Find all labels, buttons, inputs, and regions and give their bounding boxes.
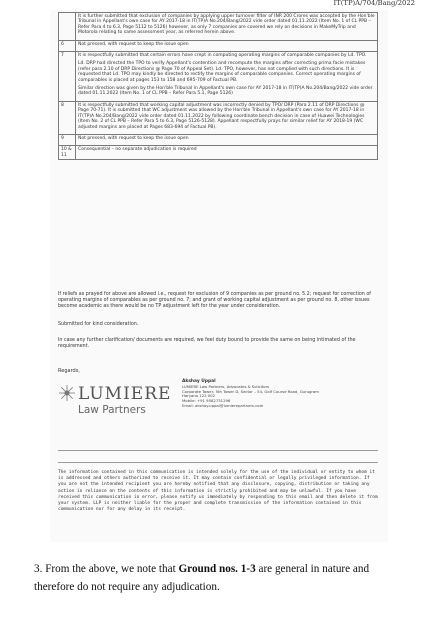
submission-paragraph: It is further submitted that exclusion of companies by applying upper turnover filter of INR 200 Crores was accepted by the Hon'ble Tribunal in Appellant's own case for AY 2017-18 in IT(TP)A No.204/Bang/2022 vide order dated 01.11.2022 (Item No. 1 of CL PPB – Refer Para 4 to 6.3, Page 5112 to 5126) however, as only 7 companies are covered we rely on decisions in MakeMyTrip and Motorola relating to same assessment year, as referred herein above.: [78, 14, 375, 36]
submission-paragraph: It is respectfully submitted that working capital adjustment was incorrectly denied by TPO/ DRP (Para 2.11 of DRP Directions @ Page 70-71). It is submitted that WC adjustment was allowed by the Hon'ble Tribunal in Appellant's own case for AY 2017-18 in IT(TP)A No.204/Bang/2022 vide order dated 01.11.2022 by following coordinate bench decision in case of Huawei Technologies (Item No. 2 of CL PPB – Refer Para 5 to 6.3, Page 5126-5128). Appellant respectfully prays for similar relief for AY 2018-19 (WC adjusted margins are placed at Pages 683-694 of Factual PB).: [78, 102, 365, 130]
divider: [58, 450, 378, 451]
page-header: IT(TP)A/704/Bang/2022: [333, 0, 415, 7]
submission-paragraph: It is respectfully submitted that certain errors have crept in computing operating margins of comparable companies by Ld. TPO.: [78, 53, 367, 59]
ground-number: 7: [59, 52, 76, 102]
ground-submission: [76, 134, 378, 145]
submission-paragraph: Similar direction was given by the Hon'ble Tribunal in Appellant's own case for AY 2017-18 in IT(TP)A No.204/Bang/2022 vide order dated 01.11.2022 (Item No. 1 of CL PPB – Refer Para 5.1, Page 5126): [78, 86, 373, 97]
logo-wordmark: LUMIERE: [78, 384, 172, 404]
para3-suffix: are general in nature and therefore do not require any adjudication.: [34, 563, 370, 593]
signatory-name: Akshay Uppal: [182, 379, 216, 384]
ground-submission: [76, 52, 378, 102]
submission-paragraph: Not pressed, with request to keep the issue open: [78, 135, 189, 141]
ground-submission: [76, 13, 378, 41]
ground-row: [59, 134, 378, 145]
ground-submission: [76, 146, 378, 160]
grounds-table: [58, 12, 378, 160]
divider: [58, 462, 378, 463]
submission-paragraph: Not pressed, with request to keep the issue open: [78, 41, 189, 47]
grounds-table-body: [59, 13, 378, 160]
submission-line: Submitted for kind consideration.: [58, 322, 139, 327]
signatory-firm: LUMIERE Law Partners, Advocates & Solicitors: [182, 383, 270, 389]
clarification-paragraph: In case any further clarification/ documents are required, we feel duty bound to provide the same on being intimated of the requirement.: [58, 338, 356, 349]
signatory-mobile: Mobile: +91 9582731296: [182, 398, 231, 404]
ground-number: 8: [59, 101, 76, 134]
signatory-email[interactable]: Email: akshay.uppal@lumierepartners.com: [182, 402, 264, 408]
ground-row: [59, 40, 378, 51]
signature-block: [182, 380, 382, 409]
body-paragraph-3: [34, 560, 394, 596]
signatory-address-line: Corporate Tower, 5th Tower D, Sector – 54, Golf Course Road, Gurugram: [182, 388, 320, 394]
ground-number: 10 & 11: [59, 146, 76, 160]
ground-row: [59, 13, 378, 41]
regards-line: Regards,: [58, 368, 80, 374]
submission-paragraph: Consequential – no separate adjudication is required: [78, 147, 197, 153]
signatory-address-line: Haryana 122 002: [182, 393, 215, 399]
ground-row: [59, 146, 378, 160]
ground-row: [59, 52, 378, 102]
law-firm-logo: [58, 384, 176, 422]
para3-bold-grounds: Ground nos. 1-3: [178, 563, 256, 575]
email-disclaimer: The information contained in this communication is intended solely for the use of the individual or entity to whom it is addressed and others authorized to receive it. It may contain confidential or legally privileged information. If you are not the intended recipient you are hereby notified that any disclosure, copying, distribution or taking any action in reliance on the contents of this information is strictly prohibited and may be unlawful. If you have received this communication in error, please notify us immediately by responding to this email and then delete it from your system. LLP is neither liable for the proper and complete transmission of the information contained in this communication nor for any delay in its receipt.: [58, 470, 378, 513]
ground-number: 6: [59, 40, 76, 51]
ground-number: 9: [59, 134, 76, 145]
relief-paragraph: If reliefs as prayed for above are allowed i.e., request for exclusion of 9 companies as per ground no. 5.2; request for correction of operating margins of comparables as per ground no. 7; and grant of working capital adjustment as per ground no. 8, other issues become academic as there would be no TP adjustment left for the year under consideration.: [58, 292, 371, 309]
logo-subtitle: Law Partners: [78, 404, 146, 416]
ground-number: [59, 13, 76, 41]
submission-paragraph: Ld. DRP had directed the TPO to verify Appellant's contention and recompute the margins after correcting prima facie mistakes (refer para 2.10 of DRP Directions @ Page 70 of Appeal Set). Ld. TPO, however, has not complied with such directions. It is requested that Ld. TPO may kindly be directed to rectify the margins of comparable companies. Correct operating margins of comparables is placed at pages 153 to 158 and 695-709 of Factual PB.: [78, 61, 366, 83]
ground-submission: [76, 101, 378, 134]
para3-prefix: 3. From the above, we note that: [34, 563, 179, 575]
ground-submission: [76, 40, 378, 51]
sunburst-logo-icon: [58, 384, 76, 402]
ground-row: [59, 101, 378, 134]
